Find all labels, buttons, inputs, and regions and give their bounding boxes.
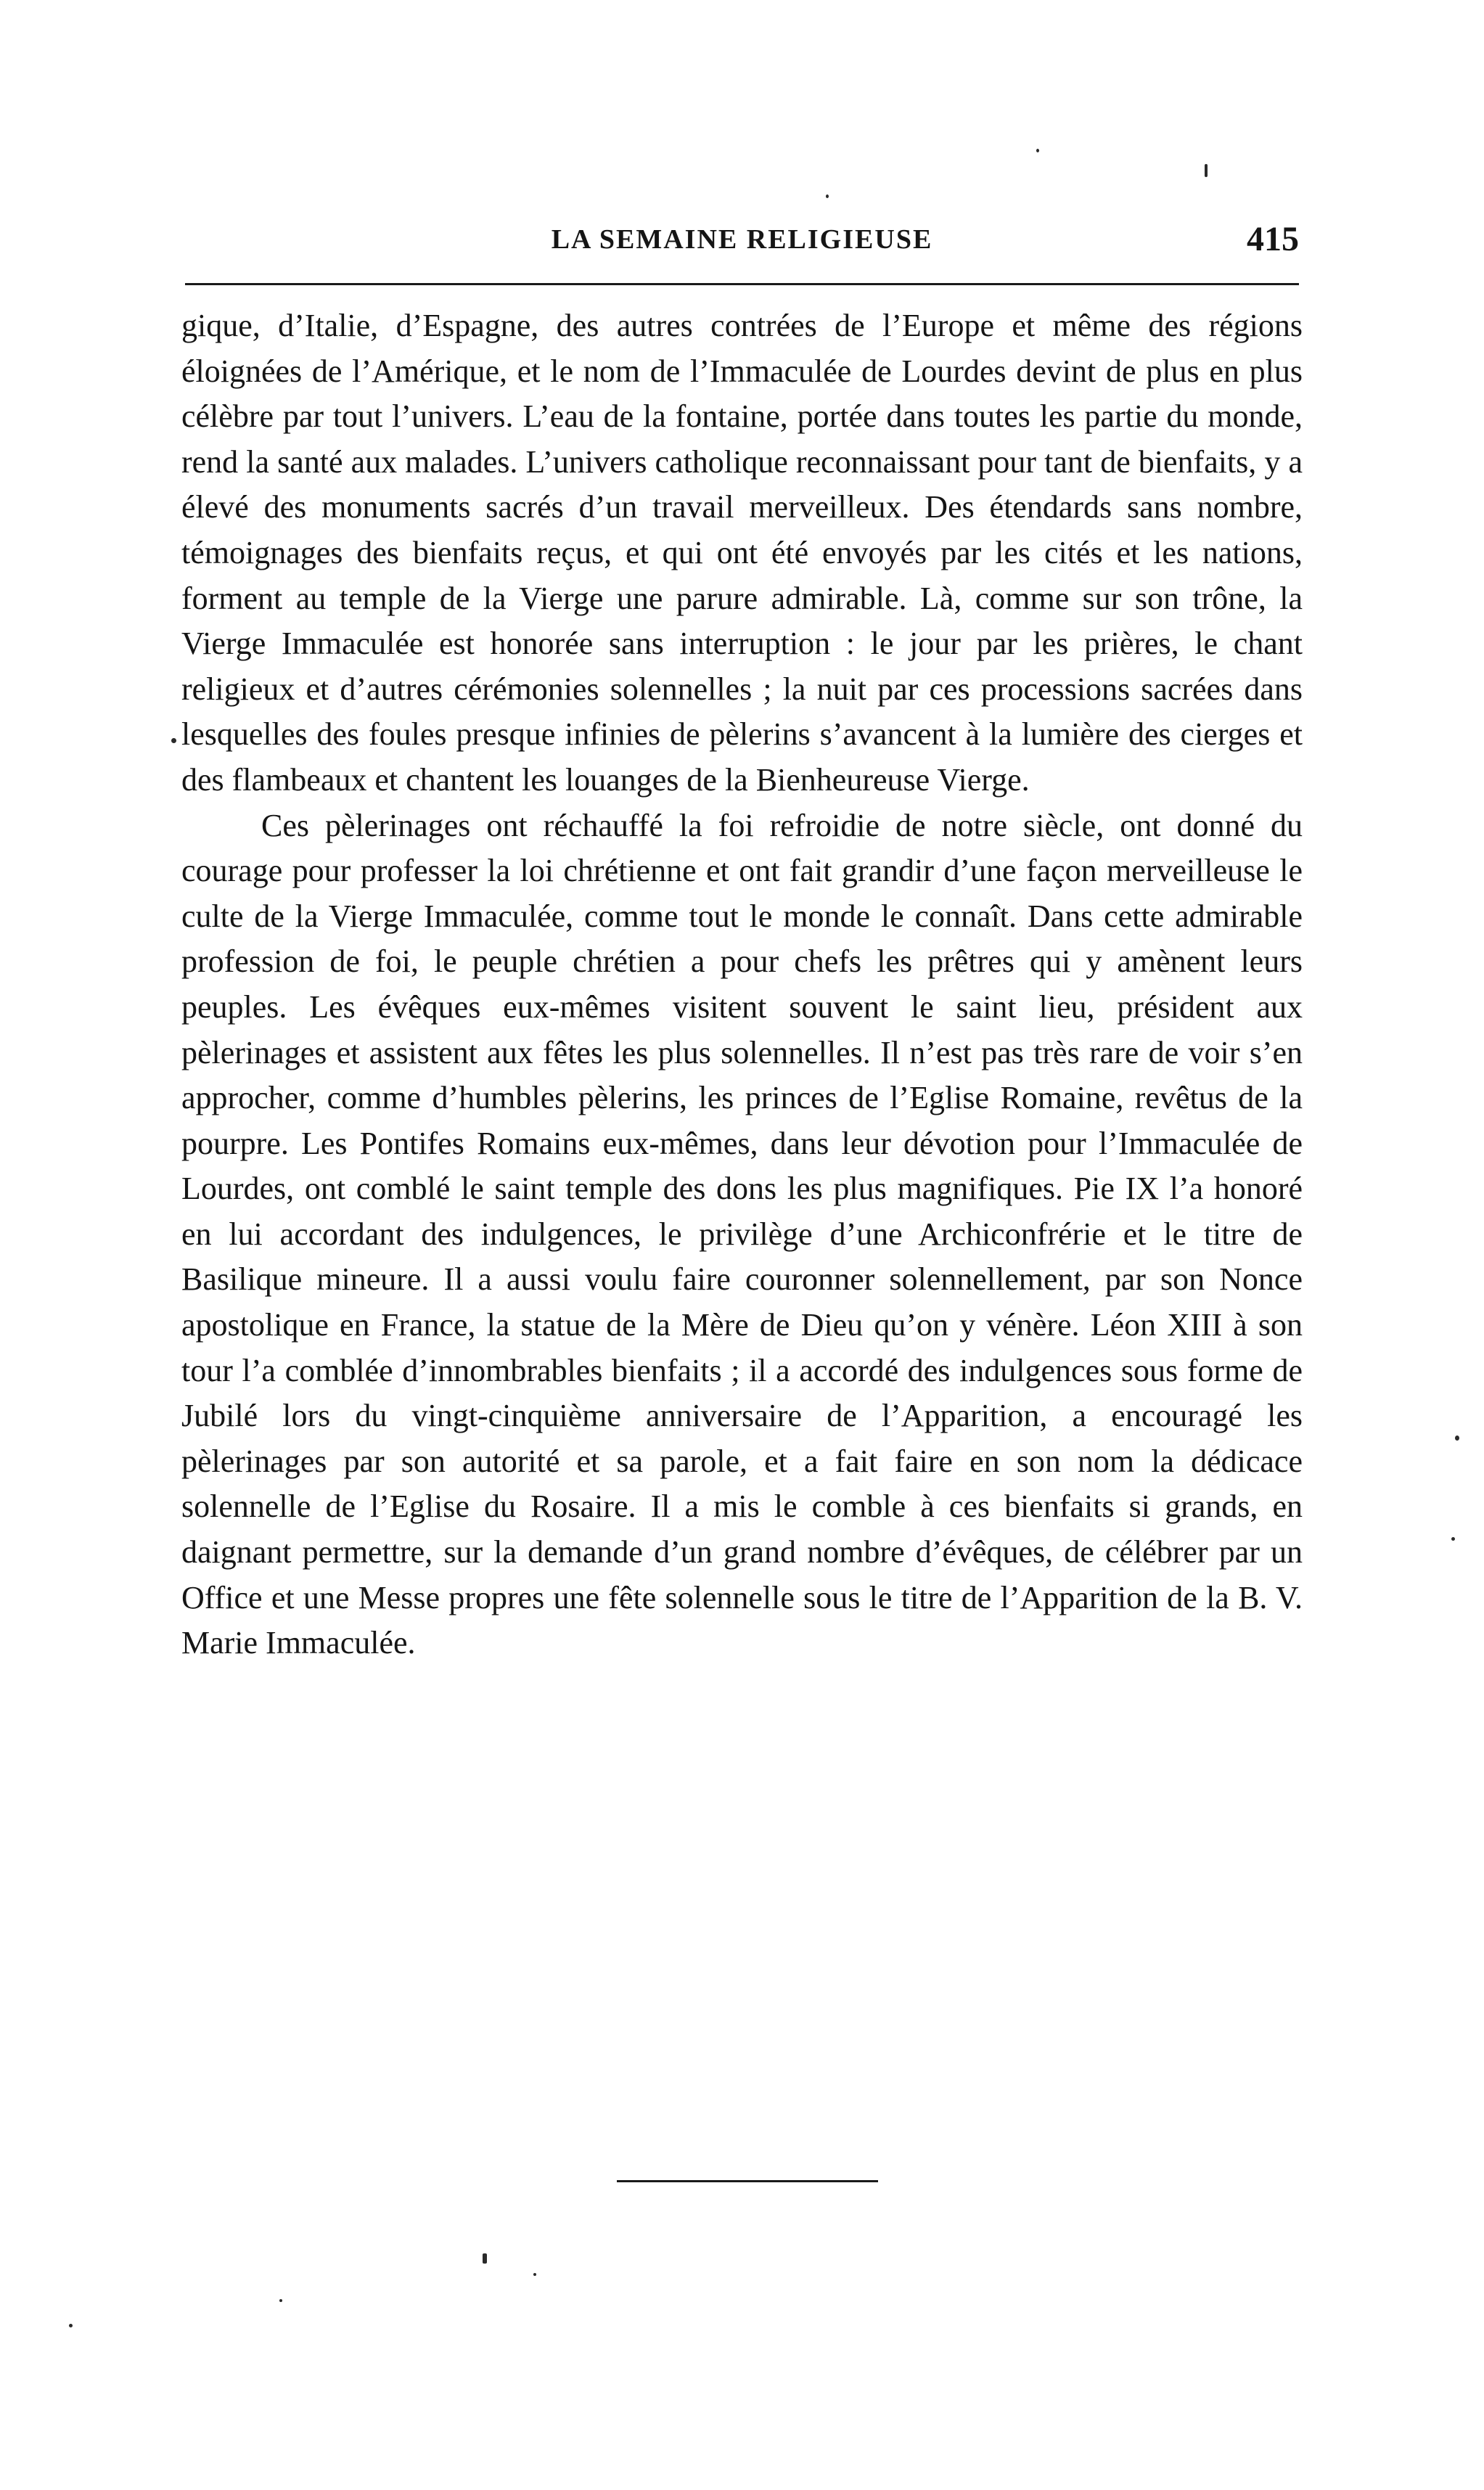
running-title: LA SEMAINE RELIGIEUSE xyxy=(551,224,933,255)
scan-speck xyxy=(1036,149,1039,152)
scan-speck xyxy=(279,2299,282,2302)
scan-speck xyxy=(483,2253,487,2264)
scan-speck xyxy=(171,738,176,743)
scan-speck xyxy=(533,2273,536,2276)
body-text xyxy=(181,303,1303,1666)
scan-speck xyxy=(826,194,829,198)
paragraph-1: gique, d’Italie, d’Espagne, des autres contrées de l’Europe et même des régions éloignées de l’Amérique, et le nom de l’Immaculée de Lourdes devint de plus en plus célèbre par tout l’univers. L’eau de la fontaine, portée dans toutes les partie du monde, rend la santé aux malades. L’univers catholique reconnaissant pour tant de bienfaits, y a élevé des monuments sacrés d’un travail merveilleux. Des étendards sans nombre, témoignages des bienfaits reçus, et qui ont été envoyés par les cités et les nations, forment au temple de la Vierge une parure admirable. Là, comme sur son trône, la Vierge Immaculée est honorée sans interruption : le jour par les prières, le chant religieux et d’autres cérémonies solennelles ; la nuit par ces processions sacrées dans lesquelles des foules presque infinies de pèlerins s’avancent à la lumière des cierges et des flambeaux et chantent les louanges de la Bienheureuse Vierge. xyxy=(181,308,1303,798)
header-rule xyxy=(185,283,1299,285)
scan-speck xyxy=(1455,1436,1459,1441)
page-number: 415 xyxy=(1247,220,1299,258)
running-head xyxy=(185,219,1299,270)
paragraph-2: Ces pèlerinages ont réchauffé la foi refroidie de notre siècle, ont donné du courage pour professer la loi chrétienne et ont fait grandir d’une façon merveilleuse le culte de la Vierge Immaculée, comme tout le monde le connaît. Dans cette admirable profession de foi, le peuple chrétien a pour chefs les prêtres qui y amènent leurs peuples. Les évêques eux-mêmes visitent souvent le saint lieu, président aux pèlerinages et assistent aux fêtes les plus solennelles. Il n’est pas très rare de voir s’en approcher, comme d’humbles pèlerins, les princes de l’Eglise Romaine, revêtus de la pourpre. Les Pontifes Romains eux-mêmes, dans leur dévotion pour l’Immaculée de Lourdes, ont comblé le saint temple des dons les plus magnifiques. Pie IX l’a honoré en lui accordant des indulgences, le privilège d’une Archiconfrérie et le titre de Basilique mineure. Il a aussi voulu faire couronner solennellement, par son Nonce apostolique en France, la statue de la Mère de Dieu qu’on y vénère. Léon XIII à son tour l’a comblée d’innombrables bienfaits ; il a accordé des indulgences sous forme de Jubilé lors du vingt-cinquième anniversaire de l’Apparition, a encouragé les pèlerinages par son autorité et sa parole, et a fait faire en son nom la dédicace solennelle de l’Eglise du Rosaire. Il a mis le comble à ces bienfaits si grands, en daignant permettre, sur la demande d’un grand nombre d’évêques, de célébrer par un Office et une Messe propres une fête solennelle sous le titre de l’Apparition de la B. V. Marie Immaculée. xyxy=(181,807,1303,1661)
end-rule xyxy=(617,2180,878,2182)
scan-speck xyxy=(69,2324,73,2327)
scan-speck xyxy=(1205,164,1208,177)
scan-speck xyxy=(1451,1537,1455,1541)
